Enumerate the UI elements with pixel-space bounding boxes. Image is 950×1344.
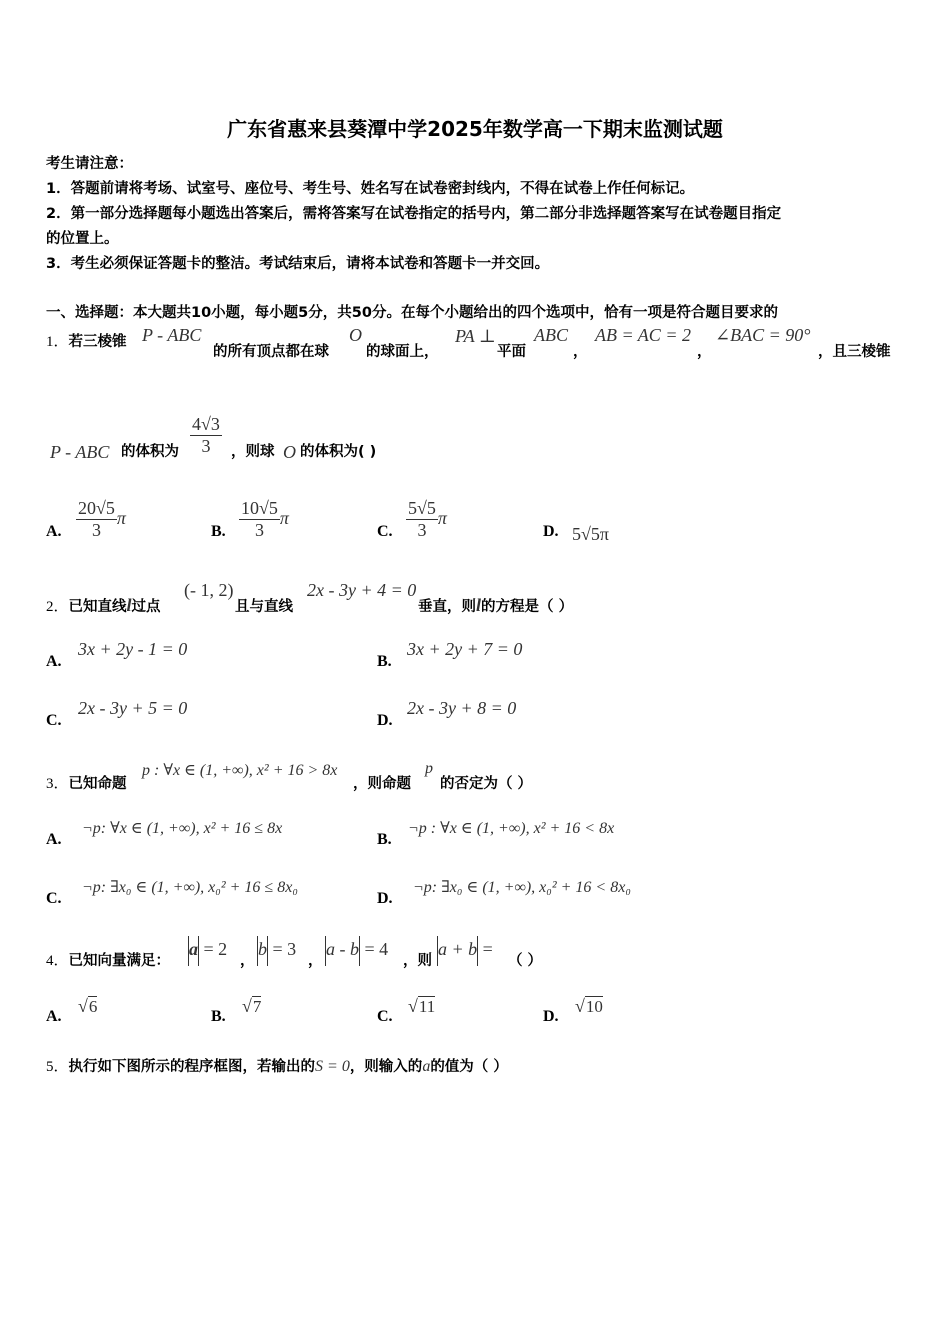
q1-math-pa: PA ⊥	[455, 326, 496, 346]
q3-math-p: p	[425, 760, 433, 777]
q1-text: 若三棱锥	[68, 334, 127, 350]
question-2-line	[46, 595, 161, 616]
q2-option-d[interactable]: 2x - 3y + 8 = 0	[407, 698, 517, 718]
q2-text: 且与直线	[235, 599, 293, 615]
q3-option-b-label: B.	[377, 831, 392, 848]
q4-math-abs-a-minus-b: a - b = 4	[325, 936, 388, 966]
q5-math-a: a	[422, 1058, 431, 1075]
q1-option-d-label: D.	[543, 523, 559, 540]
q4-option-d-label: D.	[543, 1008, 559, 1025]
notice-heading: 考生请注意：	[46, 156, 133, 172]
question-5-line	[46, 1055, 508, 1076]
q4-text: ，	[240, 953, 255, 969]
q1-text: ，则球	[231, 444, 275, 460]
q2-text: 的方程是（ ）	[481, 599, 574, 615]
question-number: 5．	[46, 1059, 69, 1075]
q4-text: 已知向量满足：	[68, 953, 171, 969]
notice-item-2-cont: 的位置上。	[46, 231, 119, 247]
q2-text: 过点	[131, 599, 161, 615]
notice-item-2: 2．第一部分选择题每小题选出答案后，需将答案写在试卷指定的括号内，第二部分非选择题答案写在试卷题目指定	[46, 206, 782, 222]
q3-option-d[interactable]: ¬p: ∃x₀ ∈ (1, +∞), x₀² + 16 < 8x₀	[413, 879, 631, 896]
question-1-line-1	[46, 330, 127, 351]
q3-option-c-label: C.	[46, 890, 62, 907]
q5-text: ，则输入的	[349, 1059, 423, 1075]
q2-text: 已知直线	[68, 599, 127, 615]
q1-text: 的体积为	[121, 444, 179, 460]
question-4-line	[46, 949, 170, 970]
q2-line-l: l	[476, 595, 482, 615]
q4-option-b[interactable]: √7	[242, 996, 262, 1016]
notice-item-3: 3．考生必须保证答题卡的整洁。考试结束后，请将本试卷和答题卡一并交回。	[46, 256, 550, 272]
q4-option-d[interactable]: √10	[575, 996, 603, 1016]
q1-option-b[interactable]: $\frac{10√5}{3}$ π	[241, 498, 289, 540]
q4-math-abs-b: b = 3	[257, 936, 296, 966]
q1-option-d[interactable]: 5√5π	[572, 524, 609, 544]
question-number: 1．	[46, 334, 69, 350]
q1-text: ，	[573, 344, 588, 360]
q4-text: ，则	[403, 953, 432, 969]
question-number: 4．	[46, 953, 69, 969]
q1-math-pabc-2: P - ABC	[50, 442, 110, 462]
q3-text: ，则命题	[353, 776, 411, 792]
q4-math-abs-a: a = 2	[188, 936, 227, 966]
q1-option-b-label: B.	[211, 523, 226, 540]
q3-option-a-label: A.	[46, 831, 62, 848]
q3-option-a[interactable]: ¬p: ∀x ∈ (1, +∞), x² + 16 ≤ 8x	[82, 820, 283, 837]
q5-text: 执行如下图所示的程序框图，若输出的	[68, 1059, 316, 1075]
q2-text: 垂直，则	[418, 599, 476, 615]
q1-text: 的体积为( )	[300, 444, 377, 460]
q4-text: （ ）	[508, 953, 543, 969]
q2-option-c-label: C.	[46, 712, 62, 729]
q5-text: 的值为（ ）	[430, 1059, 508, 1075]
q2-math-point: (- 1, 2)	[184, 580, 234, 600]
q3-text: 已知命题	[68, 776, 127, 792]
q2-line-end	[418, 595, 573, 616]
q2-option-a[interactable]: 3x + 2y - 1 = 0	[78, 639, 188, 659]
q1-option-a-label: A.	[46, 523, 62, 540]
q2-option-c[interactable]: 2x - 3y + 5 = 0	[78, 698, 188, 718]
q1-option-c[interactable]: $\frac{5√5}{3}$ π	[408, 498, 447, 540]
q3-option-d-label: D.	[377, 890, 393, 907]
section-heading: 一、选择题：本大题共10小题，每小题5分，共50分。在每个小题给出的四个选项中，恰有一项是符合题目要求的	[46, 305, 778, 321]
q1-option-c-label: C.	[377, 523, 393, 540]
q1-math-angle: ∠BAC = 90°	[715, 325, 811, 345]
question-number: 2．	[46, 599, 69, 615]
notice-item-1: 1．答题前请将考场、试室号、座位号、考生号、姓名写在试卷密封线内，不得在试卷上作任何标记。	[46, 181, 695, 197]
q4-option-a-label: A.	[46, 1008, 62, 1025]
q1-text: ，且三棱锥	[818, 344, 891, 360]
page-title: 广东省惠来县葵潭中学2025年数学高一下期末监测试题	[227, 117, 723, 141]
q1-math-ab-ac: AB = AC = 2	[595, 325, 691, 345]
q2-option-d-label: D.	[377, 712, 393, 729]
q3-option-c[interactable]: ¬p: ∃x₀ ∈ (1, +∞), x₀² + 16 ≤ 8x₀	[82, 879, 298, 896]
q1-text: 的球面上，	[366, 344, 439, 360]
q4-math-abs-a-plus-b: a + b =	[437, 936, 493, 966]
q1-math-o: O	[349, 325, 362, 345]
q3-option-b[interactable]: ¬p : ∀x ∈ (1, +∞), x² + 16 < 8x	[408, 820, 615, 837]
q2-option-b-label: B.	[377, 653, 392, 670]
q1-math-abc: ABC	[534, 325, 568, 345]
q4-option-c[interactable]: √11	[408, 996, 436, 1016]
q4-option-c-label: C.	[377, 1008, 393, 1025]
q4-text: ，	[308, 953, 323, 969]
q1-math-o-2: O	[283, 442, 296, 462]
q4-option-b-label: B.	[211, 1008, 226, 1025]
q1-option-a[interactable]: $\frac{20√5}{3}$ π	[78, 498, 126, 540]
q3-math-prop: p : ∀x ∈ (1, +∞), x² + 16 > 8x	[142, 762, 338, 779]
question-3-line	[46, 772, 127, 793]
q1-text: ，	[697, 344, 712, 360]
q2-option-a-label: A.	[46, 653, 62, 670]
q2-math-line: 2x - 3y + 4 = 0	[307, 580, 417, 600]
q2-line-l: l	[126, 595, 132, 615]
q3-text: 的否定为（ ）	[440, 776, 533, 792]
question-number: 3．	[46, 776, 69, 792]
q4-option-a[interactable]: √6	[78, 996, 98, 1016]
q1-volume-fraction: $\frac{4√3}{3}$	[192, 414, 220, 456]
q1-text: 的所有顶点都在球	[213, 344, 329, 360]
q1-text: 平面	[497, 344, 526, 360]
q5-math-s: S = 0	[315, 1058, 350, 1075]
q1-math-pabc: P - ABC	[142, 325, 202, 345]
q2-option-b[interactable]: 3x + 2y + 7 = 0	[407, 639, 523, 659]
